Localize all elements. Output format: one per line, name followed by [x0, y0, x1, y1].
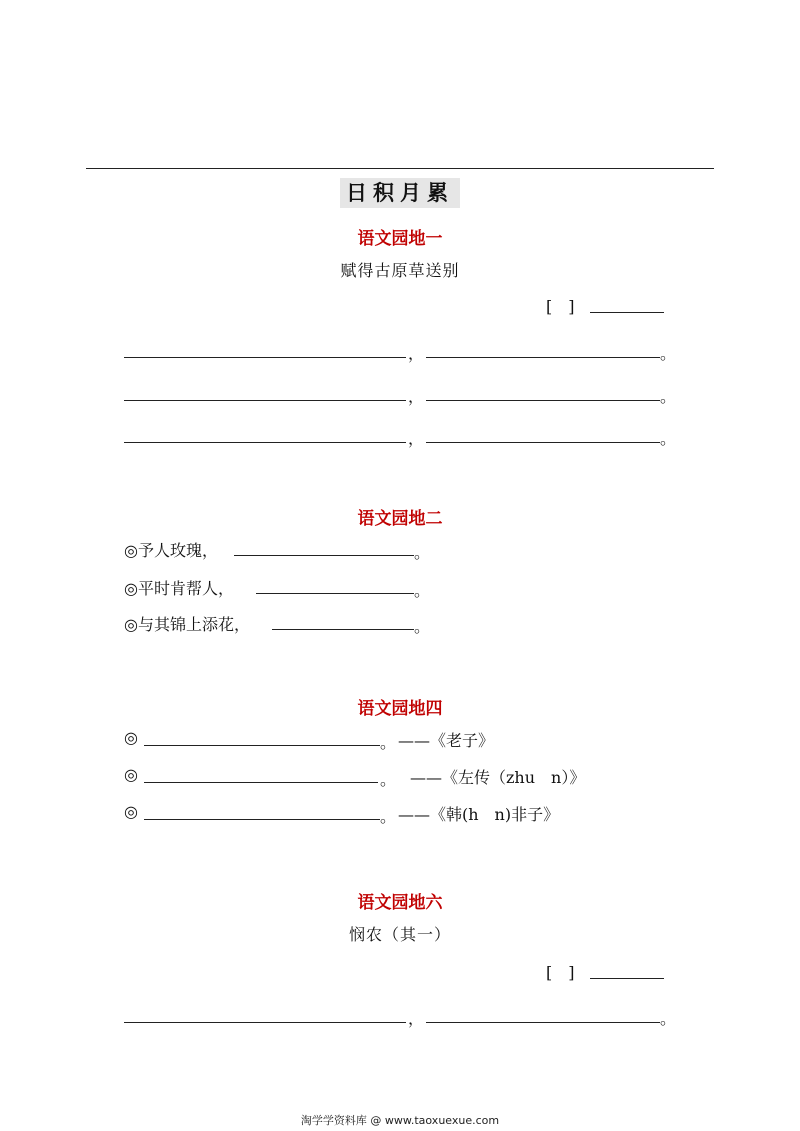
quote-blank[interactable] — [144, 745, 380, 746]
bullet-marker: ◎ — [124, 728, 138, 747]
verse-blank[interactable] — [426, 442, 660, 443]
period: 。 — [660, 344, 677, 363]
period: 。 — [660, 387, 677, 406]
bullet-marker: ◎ — [124, 802, 138, 821]
quote-blank[interactable] — [144, 782, 378, 783]
verse-blank[interactable] — [124, 442, 406, 443]
comma: ， — [408, 429, 425, 448]
proverb-blank[interactable] — [234, 555, 414, 556]
author-bracket-6: [ ] — [546, 963, 575, 982]
poem-title-1: 赋得古原草送别 — [340, 261, 460, 280]
verse-blank[interactable] — [124, 400, 406, 401]
comma: ， — [408, 344, 425, 363]
section-title-6: 语文园地六 — [357, 893, 443, 913]
comma: ， — [408, 1009, 425, 1028]
period: 。 — [414, 581, 431, 600]
proverb-prompt: ◎平时肯帮人， — [124, 579, 234, 598]
period: 。 — [414, 617, 431, 636]
proverb-prompt: ◎予人玫瑰， — [124, 541, 218, 560]
bullet-marker: ◎ — [124, 765, 138, 784]
author-bracket-1: [ ] — [546, 297, 575, 316]
section-title-4: 语文园地四 — [357, 699, 443, 719]
quote-source: ——《韩(h n)非子》 — [398, 805, 560, 824]
quote-blank[interactable] — [144, 819, 380, 820]
verse-blank[interactable] — [426, 400, 660, 401]
section-title-1: 语文园地一 — [357, 229, 443, 249]
period: 。 — [660, 1009, 677, 1028]
proverb-prompt: ◎与其锦上添花， — [124, 615, 250, 634]
period: 。 — [414, 543, 431, 562]
period: 。 — [380, 770, 397, 789]
poem-title-6: 悯农（其一） — [348, 925, 451, 944]
verse-blank[interactable] — [426, 1022, 660, 1023]
verse-blank[interactable] — [426, 357, 660, 358]
footer-watermark: 淘学学资料库 @ www.taoxuexue.com — [300, 1114, 500, 1127]
quote-source: ——《老子》 — [398, 731, 495, 750]
author-blank-1[interactable] — [590, 312, 664, 313]
proverb-blank[interactable] — [256, 593, 414, 594]
top-rule — [86, 168, 714, 169]
period: 。 — [380, 807, 397, 826]
author-blank-6[interactable] — [590, 978, 664, 979]
proverb-blank[interactable] — [272, 629, 414, 630]
comma: ， — [408, 387, 425, 406]
section-title-2: 语文园地二 — [357, 509, 443, 529]
period: 。 — [660, 429, 677, 448]
quote-source: ——《左传（zhu n）》 — [410, 768, 586, 787]
period: 。 — [380, 733, 397, 752]
verse-blank[interactable] — [124, 357, 406, 358]
verse-blank[interactable] — [124, 1022, 406, 1023]
page-title: 日积月累 — [340, 178, 460, 208]
